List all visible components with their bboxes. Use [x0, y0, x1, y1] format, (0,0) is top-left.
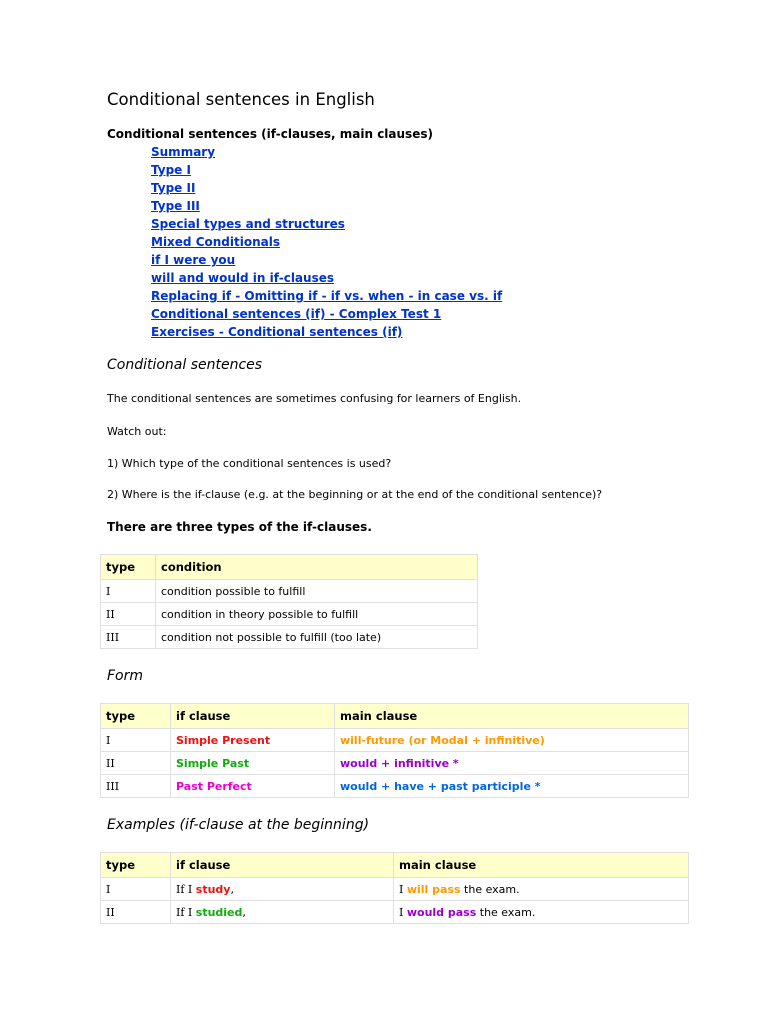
- toc-item: [151, 324, 502, 342]
- question-1: 1) Which type of the conditional sentences is used?: [107, 457, 392, 470]
- intro-text: The conditional sentences are sometimes confusing for learners of English.: [107, 392, 522, 405]
- cell-type: I: [101, 580, 156, 603]
- toc-link-mixed-conditionals[interactable]: Mixed Conditionals: [151, 235, 280, 249]
- text-if: If I: [176, 882, 196, 896]
- watch-out-text: Watch out:: [107, 425, 167, 438]
- cell-type: I: [101, 878, 171, 901]
- toc-heading: Conditional sentences (if-clauses, main clauses): [107, 127, 433, 141]
- toc-link-special-types[interactable]: Special types and structures: [151, 217, 345, 231]
- table-header-row: [101, 704, 689, 729]
- cell-type: II: [101, 603, 156, 626]
- toc-item: [151, 288, 502, 306]
- types-table: [100, 554, 478, 649]
- cell-main-clause: would + infinitive *: [335, 752, 689, 775]
- toc-link-type-3[interactable]: Type III: [151, 199, 200, 213]
- section-heading-examples: Examples (if-clause at the beginning): [107, 817, 370, 833]
- verb-if: studied: [195, 905, 243, 919]
- cell-main-clause: [394, 878, 689, 901]
- punctuation: ,: [230, 882, 234, 896]
- toc-link-replacing-if[interactable]: Replacing if - Omitting if - if vs. when - in case vs. if: [151, 289, 503, 303]
- header-type: type: [101, 555, 156, 580]
- header-type: type: [101, 704, 171, 729]
- page-title: Conditional sentences in English: [107, 90, 375, 109]
- toc-link-complex-test[interactable]: Conditional sentences (if) - Complex Test 1: [151, 307, 442, 321]
- cell-condition: condition not possible to fulfill (too late): [156, 626, 478, 649]
- table-row: [101, 752, 689, 775]
- toc-item: [151, 270, 502, 288]
- table-row: [101, 775, 689, 798]
- question-2: 2) Where is the if-clause (e.g. at the beginning or at the end of the conditional sentence)?: [107, 488, 603, 501]
- cell-type: I: [101, 729, 171, 752]
- form-table: [100, 703, 689, 798]
- header-if-clause: if clause: [171, 704, 335, 729]
- cell-type: III: [101, 626, 156, 649]
- punctuation: ,: [242, 905, 246, 919]
- header-type: type: [101, 853, 171, 878]
- toc-item: [151, 252, 502, 270]
- header-condition: condition: [156, 555, 478, 580]
- toc-link-summary[interactable]: Summary: [151, 145, 216, 159]
- cell-condition: condition in theory possible to fulfill: [156, 603, 478, 626]
- table-row: [101, 580, 478, 603]
- cell-type: II: [101, 901, 171, 924]
- table-row: [101, 603, 478, 626]
- text-main: I: [399, 905, 407, 919]
- cell-type: III: [101, 775, 171, 798]
- section-heading-conditional: Conditional sentences: [107, 357, 263, 373]
- table-row: [101, 901, 689, 924]
- text-main: I: [399, 882, 407, 896]
- text-main-rest: the exam.: [476, 905, 536, 919]
- table-row: [101, 626, 478, 649]
- cell-main-clause: would + have + past participle *: [335, 775, 689, 798]
- toc-item: [151, 198, 502, 216]
- header-main-clause: main clause: [335, 704, 689, 729]
- table-header-row: [101, 555, 478, 580]
- toc-link-will-would[interactable]: will and would in if-clauses: [151, 271, 334, 285]
- verb-main: would pass: [406, 905, 477, 919]
- text-main-rest: the exam.: [460, 882, 520, 896]
- verb-if: study: [195, 882, 231, 896]
- header-main-clause: main clause: [394, 853, 689, 878]
- cell-main-clause: will-future (or Modal + infinitive): [335, 729, 689, 752]
- cell-if-clause: Simple Past: [171, 752, 335, 775]
- cell-main-clause: [394, 901, 689, 924]
- table-header-row: [101, 853, 689, 878]
- verb-main: will pass: [406, 882, 461, 896]
- header-if-clause: if clause: [171, 853, 394, 878]
- toc-item: [151, 306, 502, 324]
- cell-if-clause: Simple Present: [171, 729, 335, 752]
- toc-link-exercises[interactable]: Exercises - Conditional sentences (if): [151, 325, 403, 339]
- text-if: If I: [176, 905, 196, 919]
- cell-condition: condition possible to fulfill: [156, 580, 478, 603]
- toc-item: [151, 180, 502, 198]
- cell-if-clause: [171, 878, 394, 901]
- types-intro: There are three types of the if-clauses.: [107, 520, 372, 534]
- toc-item: [151, 162, 502, 180]
- table-of-contents: [151, 144, 502, 342]
- cell-if-clause: Past Perfect: [171, 775, 335, 798]
- toc-link-if-i-were-you[interactable]: if I were you: [151, 253, 236, 267]
- cell-type: II: [101, 752, 171, 775]
- toc-link-type-2[interactable]: Type II: [151, 181, 196, 195]
- toc-link-type-1[interactable]: Type I: [151, 163, 191, 177]
- table-row: [101, 729, 689, 752]
- toc-item: [151, 234, 502, 252]
- toc-item: [151, 144, 502, 162]
- section-heading-form: Form: [107, 668, 144, 684]
- examples-table: [100, 852, 689, 924]
- cell-if-clause: [171, 901, 394, 924]
- table-row: [101, 878, 689, 901]
- toc-item: [151, 216, 502, 234]
